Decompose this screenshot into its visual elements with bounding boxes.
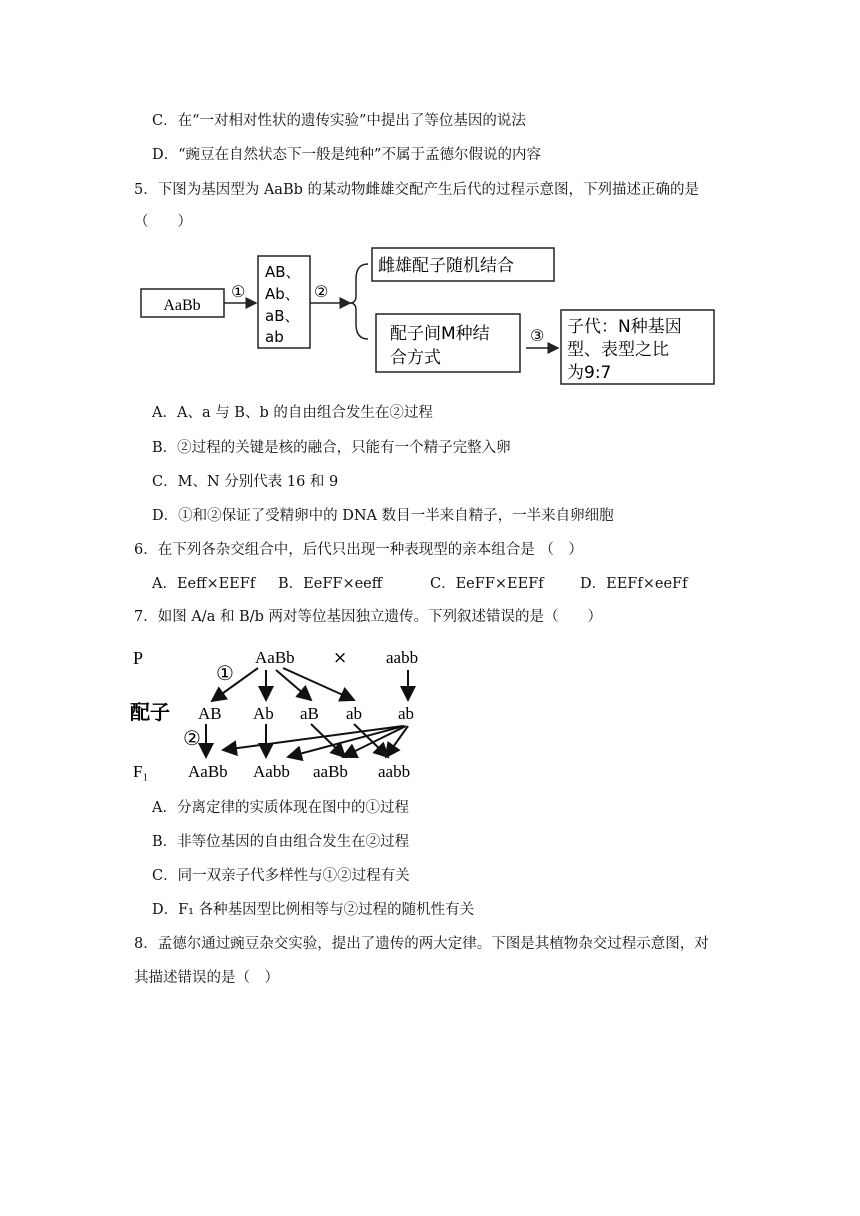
offspring-text-2: 型、表型之比 [567,340,669,360]
q5-option-d: D．①和②保证了受精卵中的 DNA 数目一半来自精子，一半来自卵细胞 [152,508,614,524]
step-3-label: ③ [530,326,545,345]
gamete-ab4: ab [265,328,284,346]
parent-1: AaBb [255,648,295,667]
fertilization-diagram [138,244,718,389]
cross-sign: × [333,648,348,668]
label-f1: F₁ [133,762,149,781]
q7-option-d: D．F₁ 各种基因型比例相等与②过程的随机性有关 [152,902,475,918]
gamete-2: Ab [253,704,274,723]
question-8: 8．孟德尔通过豌豆杂交实验，提出了遗传的两大定律。下图是其植物杂交过程示意图，对 [134,936,709,952]
offspring-4: aabb [378,762,411,781]
offspring-2: Aabb [253,762,290,781]
parent-genotype: AaBb [163,297,201,314]
q6-option-b: B．EeFF×eeff [278,576,383,592]
q5-option-c: C．M、N 分别代表 16 和 9 [152,474,339,490]
question-6: 6．在下列各杂交组合中，后代只出现一种表现型的亲本组合是 （ ） [134,542,583,558]
combination-text-1: 配子间M种结 [390,324,490,344]
gamete-4: ab [346,704,363,723]
q6-option-d: D．EEFf×eeFf [580,576,688,592]
step-1-label: ① [231,282,246,301]
option-c-q4: C．在“一对相对性状的遗传实验”中提出了等位基因的说法 [152,113,526,129]
option-d-q4: D．“豌豆在自然状态下一般是纯种”不属于孟德尔假说的内容 [152,147,541,163]
question-5: 5．下图为基因型为 AaBb 的某动物雌雄交配产生后代的过程示意图，下列描述正确的是 [134,182,699,198]
step-2-label: ② [183,726,201,750]
step-1-label: ① [216,661,234,685]
gamete-5: ab [398,704,415,723]
label-p: P [133,648,144,668]
offspring-text-3: 为9:7 [567,363,612,383]
q7-option-b: B．非等位基因的自由组合发生在②过程 [152,834,410,850]
question-5-bracket: （ ） [134,214,192,230]
random-fusion-text: 雌雄配子随机结合 [378,256,514,276]
question-7: 7．如图 A/a 和 B/b 两对等位基因独立遗传。下列叙述错误的是（ ） [134,609,602,625]
offspring-text-1: 子代：N种基因 [567,317,682,337]
step-2-label: ② [314,282,329,301]
q5-option-a: A．A、a 与 B、b 的自由组合发生在②过程 [152,405,433,421]
q7-option-c: C．同一双亲子代多样性与①②过程有关 [152,868,410,884]
q7-option-a: A．分离定律的实质体现在图中的①过程 [152,800,409,816]
gamete-3: aB [300,704,319,723]
combination-text-2: 合方式 [390,348,441,368]
q6-option-c: C．EeFF×EEFf [430,576,544,592]
offspring-3: aaBb [313,762,348,781]
gamete-ab2: Ab、 [265,285,300,303]
gamete-ab3: aB、 [265,307,300,325]
parent-2: aabb [386,648,419,667]
label-gamete: 配子 [130,700,170,724]
question-8-cont: 其描述错误的是（ ） [134,970,279,986]
offspring-1: AaBb [188,762,228,781]
gamete-1: AB [198,704,222,723]
q5-option-b: B．②过程的关键是核的融合，只能有一个精子完整入卵 [152,440,511,456]
gamete-ab1: AB、 [265,263,301,281]
q6-option-a: A．Eeff×EEFf [152,576,256,592]
cross-diagram [128,642,438,784]
